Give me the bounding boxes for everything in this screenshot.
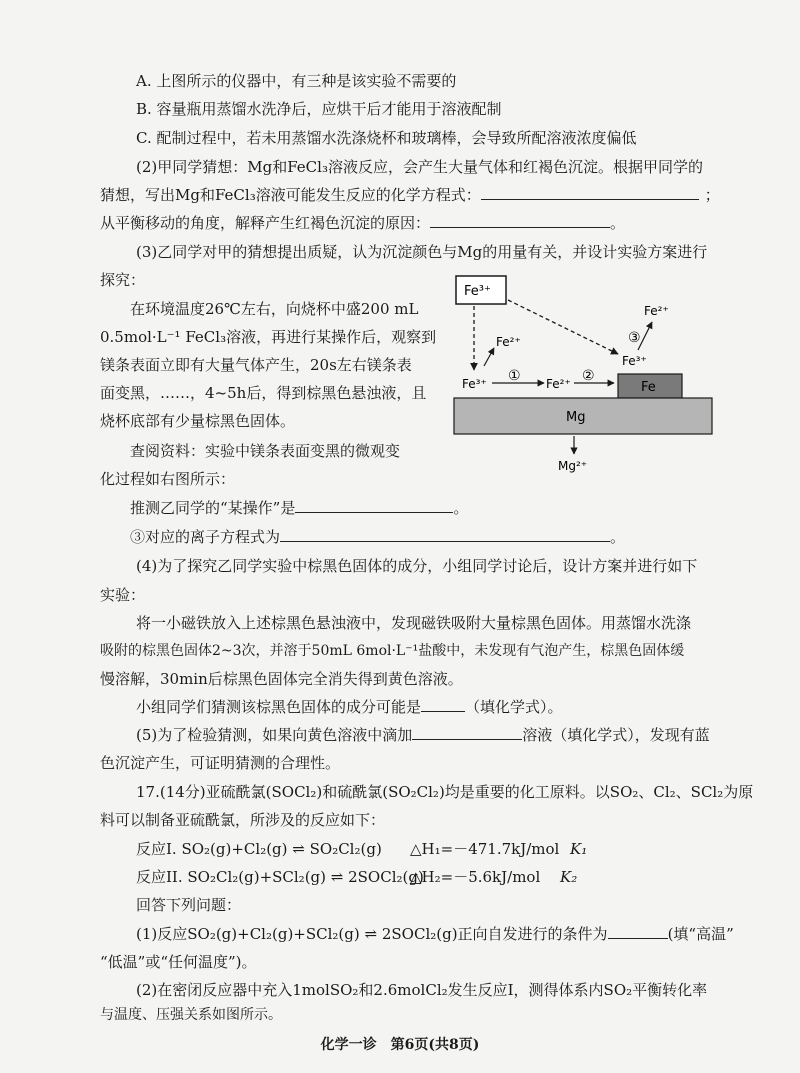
q4-line1: (4)为了探究乙同学实验中棕黑色固体的成分，小组同学讨论后，设计方案并进行如下	[136, 557, 698, 575]
fe2-top-label: Fe²⁺	[644, 304, 669, 318]
answer-blank-ionic-equation[interactable]	[280, 527, 610, 542]
q17-line2: 料可以制备亚硫酰氯，所涉及的反应如下：	[100, 811, 386, 829]
q4-line6-text: 小组同学们猜测该棕黑色固体的成分可能是	[136, 698, 422, 716]
mg2-label: Mg²⁺	[558, 459, 588, 473]
q5-line1	[136, 724, 710, 746]
q17-s1a-text: (1)反应SO₂(g)+Cl₂(g)+SCl₂(g) ⇌ 2SOCl₂(g)正向自发进行的条件为	[136, 925, 608, 943]
q5-line1-end: 溶液（填化学式），发现有蓝	[522, 726, 710, 744]
step3-label: ③	[628, 330, 641, 346]
q3-line2: 探究：	[100, 271, 146, 289]
q3-line1: (3)乙同学对甲的猜想提出质疑，认为沉淀颜色与Mg的用量有关，并设计实验方案进行	[136, 243, 708, 261]
mg-block-label: Mg	[566, 410, 586, 425]
fe-block-label: Fe	[641, 380, 656, 395]
q4-line3: 将一小磁铁放入上述棕黑色悬浊液中，发现磁铁吸附大量棕黑色固体。用蒸馏水洗涤	[136, 614, 692, 632]
q17-s1b: “低温”或“任何温度”)。	[100, 953, 257, 971]
q4-line2: 实验：	[100, 586, 146, 604]
q3-p5: 烧杯底部有少量棕黑色固体。	[100, 412, 296, 430]
page-footer: 化学一诊 第6页(共8页)	[320, 1037, 480, 1053]
q5-line2: 色沉淀产生，可证明猜测的合理性。	[100, 754, 341, 772]
fe3-mid-label: Fe³⁺	[622, 354, 647, 368]
q2-line3-end: 。	[610, 214, 626, 232]
step2-label: ②	[582, 368, 595, 384]
q3-p9-end: 。	[610, 528, 626, 546]
q17-s2b: 与温度、压强关系如图所示。	[100, 1007, 282, 1023]
answer-blank-reason[interactable]	[430, 213, 610, 228]
q5-line1-text: (5)为了检验猜测，如果向黄色溶液中滴加	[136, 726, 413, 744]
q2-line2	[100, 184, 720, 206]
q3-p2: 0.5mol·L⁻¹ FeCl₃溶液，再进行某操作后，观察到	[100, 328, 437, 346]
reaction-1: 反应I. SO₂(g)+Cl₂(g) ⇌ SO₂Cl₂(g)	[136, 840, 382, 858]
q2-line3	[100, 212, 625, 234]
reaction-1-dh: △H₁=－471.7kJ/mol	[410, 840, 560, 858]
q3-p9	[130, 526, 625, 548]
mg-surface-diagram	[448, 270, 718, 480]
q2-line2-end: ；	[704, 186, 720, 204]
q17-s2a: (2)在密闭反应器中充入1molSO₂和2.6molCl₂发生反应Ⅰ，测得体系内SO₂平衡转化率	[136, 981, 708, 999]
q3-p9-text: ③对应的离子方程式为	[130, 528, 281, 546]
fe2-mid-label: Fe²⁺	[546, 377, 571, 391]
answer-blank-condition[interactable]	[608, 924, 668, 939]
arrow-fe2-up	[484, 348, 494, 366]
q3-p8-end: 。	[453, 499, 469, 517]
q3-p4: 面变黑，……，4~5h后，得到棕黑色悬浊液，且	[100, 384, 427, 402]
q17-s1a	[136, 923, 734, 945]
fe3-left-label: Fe³⁺	[462, 377, 487, 391]
q17-line5: 回答下列问题：	[136, 896, 242, 914]
answer-blank-operation[interactable]	[295, 498, 453, 513]
q4-line6-end: （填化学式）。	[465, 698, 563, 716]
q2-line2-text: 猜想，写出Mg和FeCl₃溶液可能发生反应的化学方程式：	[100, 186, 481, 204]
dashed-arrow-diagonal	[508, 300, 618, 354]
q3-p8-text: 推测乙同学的“某操作”是	[130, 499, 296, 517]
q4-line5: 慢溶解，30min后棕黑色固体完全消失得到黄色溶液。	[100, 670, 463, 688]
option-a: A. 上图所示的仪器中，有三种是该实验不需要的	[136, 72, 457, 90]
q3-p1: 在环境温度26℃左右，向烧杯中盛200 mL	[130, 300, 419, 318]
q4-line4: 吸附的棕黑色固体2~3次，并溶于50mL 6mol·L⁻¹盐酸中，未发现有气泡产生，棕黑色固体缓	[100, 643, 685, 659]
fe3-box-label: Fe³⁺	[464, 284, 491, 299]
answer-blank-reagent[interactable]	[412, 725, 522, 740]
q3-p3: 镁条表面立即有大量气体产生，20s左右镁条表	[100, 356, 412, 374]
option-b: B. 容量瓶用蒸馏水洗净后，应烘干后才能用于溶液配制	[136, 100, 502, 118]
reaction-2-dh: △H₂=－5.6kJ/mol	[410, 868, 541, 886]
reaction-2-k: K₂	[560, 868, 578, 886]
q4-line6	[136, 696, 563, 718]
answer-blank-formula[interactable]	[421, 697, 465, 712]
answer-blank-equation[interactable]	[481, 185, 699, 200]
q17-s1a-end: (填“高温”	[667, 925, 734, 943]
q3-p8	[130, 497, 468, 519]
q2-line3-text: 从平衡移动的角度，解释产生红褐色沉淀的原因：	[100, 214, 431, 232]
step1-label: ①	[508, 368, 521, 384]
fe2-upper-label: Fe²⁺	[496, 335, 521, 349]
reaction-1-k: K₁	[570, 840, 588, 858]
q3-p7: 化过程如右图所示：	[100, 470, 236, 488]
q17-line1: 17.(14分)亚硫酰氯(SOCl₂)和硫酰氯(SO₂Cl₂)均是重要的化工原料。以SO₂、Cl₂、SCl₂为原	[136, 783, 754, 801]
option-c: C. 配制过程中，若未用蒸馏水洗涤烧杯和玻璃棒，会导致所配溶液浓度偏低	[136, 129, 637, 147]
q3-p6: 查阅资料：实验中镁条表面变黑的微观变	[130, 442, 401, 460]
q2-line1: (2)甲同学猜想：Mg和FeCl₃溶液反应，会产生大量气体和红褐色沉淀。根据甲同学的	[136, 158, 703, 176]
reaction-2: 反应II. SO₂Cl₂(g)+SCl₂(g) ⇌ 2SOCl₂(g)	[136, 868, 424, 886]
